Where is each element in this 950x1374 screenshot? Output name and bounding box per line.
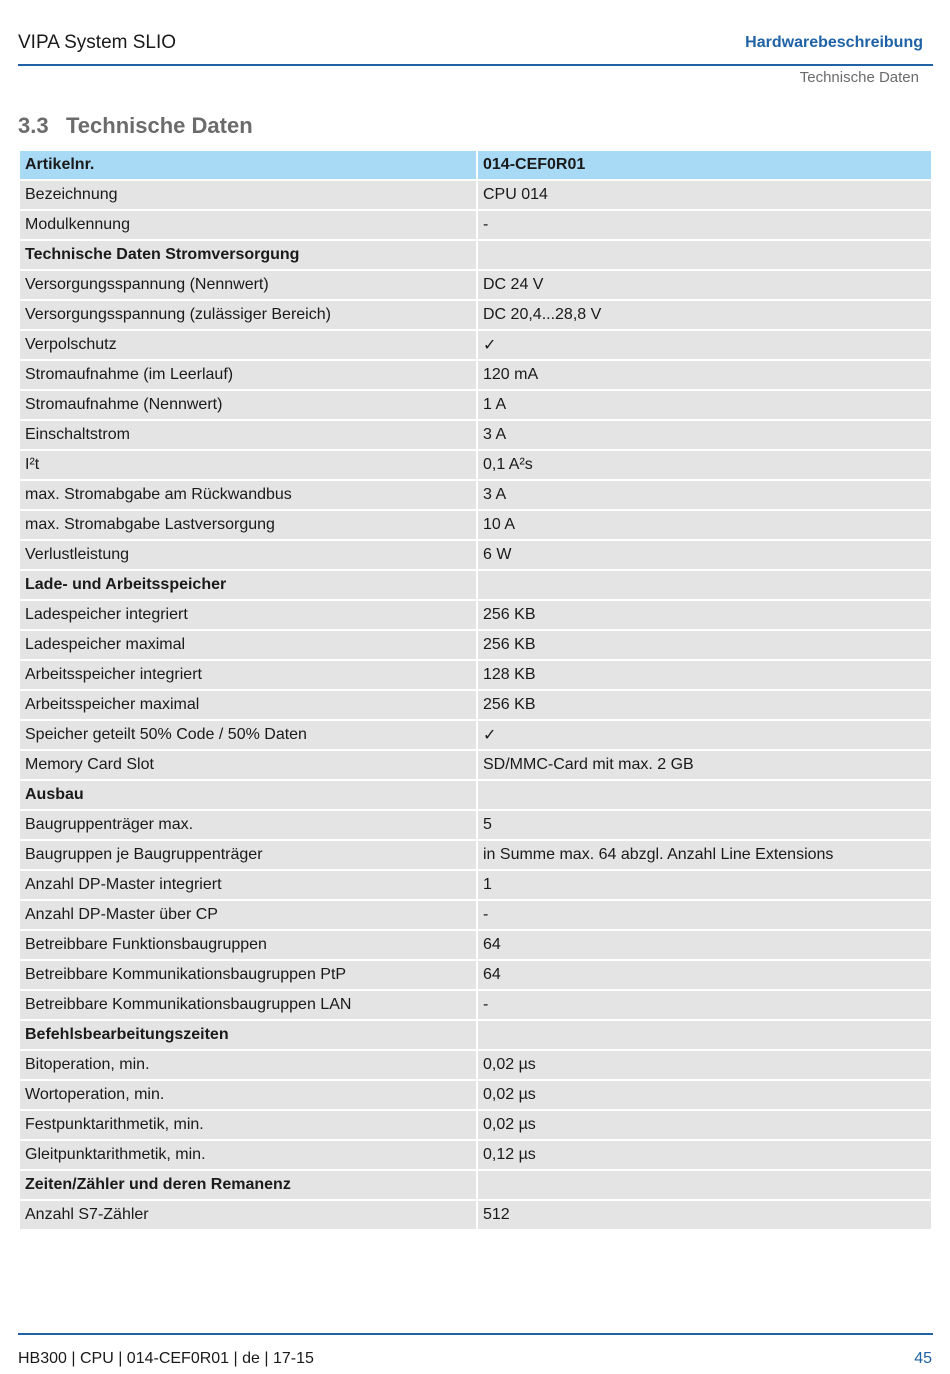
spec-label-cell: Baugruppenträger max. bbox=[20, 811, 476, 839]
spec-label-cell: Einschaltstrom bbox=[20, 421, 476, 449]
table-row bbox=[20, 631, 931, 659]
section-subtitle: Technische Daten bbox=[799, 69, 919, 86]
spec-label-cell: Festpunktarithmetik, min. bbox=[20, 1111, 476, 1139]
table-row bbox=[20, 391, 931, 419]
spec-label-cell: Betreibbare Funktionsbaugruppen bbox=[20, 931, 476, 959]
table-row bbox=[20, 1201, 931, 1229]
spec-value-cell: SD/MMC-Card mit max. 2 GB bbox=[478, 751, 931, 779]
spec-label-cell: Verpolschutz bbox=[20, 331, 476, 359]
table-row bbox=[20, 841, 931, 869]
table-row bbox=[20, 931, 931, 959]
table-row bbox=[20, 901, 931, 929]
footer-document-id: HB300 | CPU | 014-CEF0R01 | de | 17-15 bbox=[18, 1350, 314, 1367]
table-row bbox=[20, 961, 931, 989]
table-group-row bbox=[20, 1171, 931, 1199]
table-group-row bbox=[20, 781, 931, 809]
table-body bbox=[20, 151, 931, 1229]
spec-value-cell: 512 bbox=[478, 1201, 931, 1229]
page-number: 45 bbox=[914, 1350, 932, 1367]
spec-value-cell: 64 bbox=[478, 931, 931, 959]
technical-data-table bbox=[18, 149, 933, 1231]
spec-value-cell: 0,02 µs bbox=[478, 1051, 931, 1079]
group-heading-cell: Technische Daten Stromversorgung bbox=[20, 241, 476, 269]
spec-value-cell: 0,12 µs bbox=[478, 1141, 931, 1169]
spec-label-cell: Anzahl S7-Zähler bbox=[20, 1201, 476, 1229]
table-row bbox=[20, 361, 931, 389]
section-title-text: Technische Daten bbox=[66, 113, 253, 138]
spec-label-cell: Anzahl DP-Master über CP bbox=[20, 901, 476, 929]
table-row bbox=[20, 211, 931, 239]
spec-value-cell: DC 24 V bbox=[478, 271, 931, 299]
spec-value-cell: 6 W bbox=[478, 541, 931, 569]
table-row bbox=[20, 721, 931, 749]
spec-label-cell: Betreibbare Kommunikationsbaugruppen LAN bbox=[20, 991, 476, 1019]
table-group-row bbox=[20, 241, 931, 269]
spec-value-cell bbox=[478, 1021, 931, 1049]
spec-label-cell: Ladespeicher maximal bbox=[20, 631, 476, 659]
group-heading-cell: Ausbau bbox=[20, 781, 476, 809]
spec-value-cell: 128 KB bbox=[478, 661, 931, 689]
table-row bbox=[20, 541, 931, 569]
table-row bbox=[20, 511, 931, 539]
spec-label-cell: Stromaufnahme (Nennwert) bbox=[20, 391, 476, 419]
table-row bbox=[20, 1081, 931, 1109]
spec-value-cell: - bbox=[478, 991, 931, 1019]
spec-value-cell: 256 KB bbox=[478, 631, 931, 659]
spec-value-cell: 5 bbox=[478, 811, 931, 839]
group-heading-cell: Zeiten/Zähler und deren Remanenz bbox=[20, 1171, 476, 1199]
spec-value-cell bbox=[478, 241, 931, 269]
section-number: 3.3 bbox=[18, 113, 49, 138]
group-heading-cell: Befehlsbearbeitungszeiten bbox=[20, 1021, 476, 1049]
checkmark-icon: ✓ bbox=[478, 721, 931, 749]
footer-divider bbox=[18, 1333, 933, 1335]
spec-value-cell: 0,02 µs bbox=[478, 1111, 931, 1139]
spec-label-cell: Bitoperation, min. bbox=[20, 1051, 476, 1079]
spec-value-cell: 3 A bbox=[478, 421, 931, 449]
spec-label-cell: Stromaufnahme (im Leerlauf) bbox=[20, 361, 476, 389]
spec-value-cell: 1 bbox=[478, 871, 931, 899]
spec-value-cell: 0,02 µs bbox=[478, 1081, 931, 1109]
spec-value-cell: 120 mA bbox=[478, 361, 931, 389]
table-row bbox=[20, 481, 931, 509]
table-row bbox=[20, 1051, 931, 1079]
spec-value-cell bbox=[478, 1171, 931, 1199]
table-group-row bbox=[20, 1021, 931, 1049]
header-divider bbox=[18, 64, 933, 66]
spec-value-cell: 10 A bbox=[478, 511, 931, 539]
spec-value-cell: DC 20,4...28,8 V bbox=[478, 301, 931, 329]
table-row bbox=[20, 661, 931, 689]
spec-label-cell: Memory Card Slot bbox=[20, 751, 476, 779]
spec-value-cell: in Summe max. 64 abzgl. Anzahl Line Extensions bbox=[478, 841, 931, 869]
spec-value-cell: 256 KB bbox=[478, 601, 931, 629]
spec-value-cell: 256 KB bbox=[478, 691, 931, 719]
table-row bbox=[20, 1111, 931, 1139]
spec-value-cell: 64 bbox=[478, 961, 931, 989]
table-row bbox=[20, 271, 931, 299]
spec-label-cell: Arbeitsspeicher integriert bbox=[20, 661, 476, 689]
header-cell-label: Artikelnr. bbox=[20, 151, 476, 179]
table-header-row bbox=[20, 151, 931, 179]
spec-label-cell: max. Stromabgabe am Rückwandbus bbox=[20, 481, 476, 509]
spec-value-cell: 0,1 A²s bbox=[478, 451, 931, 479]
document-title: VIPA System SLIO bbox=[18, 32, 177, 53]
table-row bbox=[20, 691, 931, 719]
spec-label-cell: Wortoperation, min. bbox=[20, 1081, 476, 1109]
table-row bbox=[20, 181, 931, 209]
spec-label-cell: Ladespeicher integriert bbox=[20, 601, 476, 629]
table-row bbox=[20, 1141, 931, 1169]
spec-value-cell: CPU 014 bbox=[478, 181, 931, 209]
checkmark-icon: ✓ bbox=[478, 331, 931, 359]
table-row bbox=[20, 451, 931, 479]
spec-label-cell: max. Stromabgabe Lastversorgung bbox=[20, 511, 476, 539]
table-row bbox=[20, 601, 931, 629]
table-row bbox=[20, 751, 931, 779]
spec-value-cell: 3 A bbox=[478, 481, 931, 509]
spec-label-cell: Versorgungsspannung (zulässiger Bereich) bbox=[20, 301, 476, 329]
table-row bbox=[20, 991, 931, 1019]
chapter-title: Hardwarebeschreibung bbox=[745, 34, 923, 51]
table-row bbox=[20, 421, 931, 449]
spec-value-cell bbox=[478, 571, 931, 599]
spec-label-cell: Gleitpunktarithmetik, min. bbox=[20, 1141, 476, 1169]
spec-label-cell: Betreibbare Kommunikationsbaugruppen PtP bbox=[20, 961, 476, 989]
spec-label-cell: Verlustleistung bbox=[20, 541, 476, 569]
spec-value-cell: 1 A bbox=[478, 391, 931, 419]
table-group-row bbox=[20, 571, 931, 599]
table-row bbox=[20, 871, 931, 899]
spec-label-cell: Anzahl DP-Master integriert bbox=[20, 871, 476, 899]
spec-label-cell: Bezeichnung bbox=[20, 181, 476, 209]
group-heading-cell: Lade- und Arbeitsspeicher bbox=[20, 571, 476, 599]
section-heading bbox=[18, 113, 253, 139]
spec-label-cell: Versorgungsspannung (Nennwert) bbox=[20, 271, 476, 299]
table-row bbox=[20, 301, 931, 329]
header-cell-value: 014-CEF0R01 bbox=[478, 151, 931, 179]
table-row bbox=[20, 331, 931, 359]
spec-label-cell: I²t bbox=[20, 451, 476, 479]
spec-label-cell: Baugruppen je Baugruppenträger bbox=[20, 841, 476, 869]
table-row bbox=[20, 811, 931, 839]
spec-label-cell: Arbeitsspeicher maximal bbox=[20, 691, 476, 719]
spec-label-cell: Modulkennung bbox=[20, 211, 476, 239]
spec-label-cell: Speicher geteilt 50% Code / 50% Daten bbox=[20, 721, 476, 749]
spec-value-cell: - bbox=[478, 901, 931, 929]
spec-value-cell bbox=[478, 781, 931, 809]
spec-value-cell: - bbox=[478, 211, 931, 239]
